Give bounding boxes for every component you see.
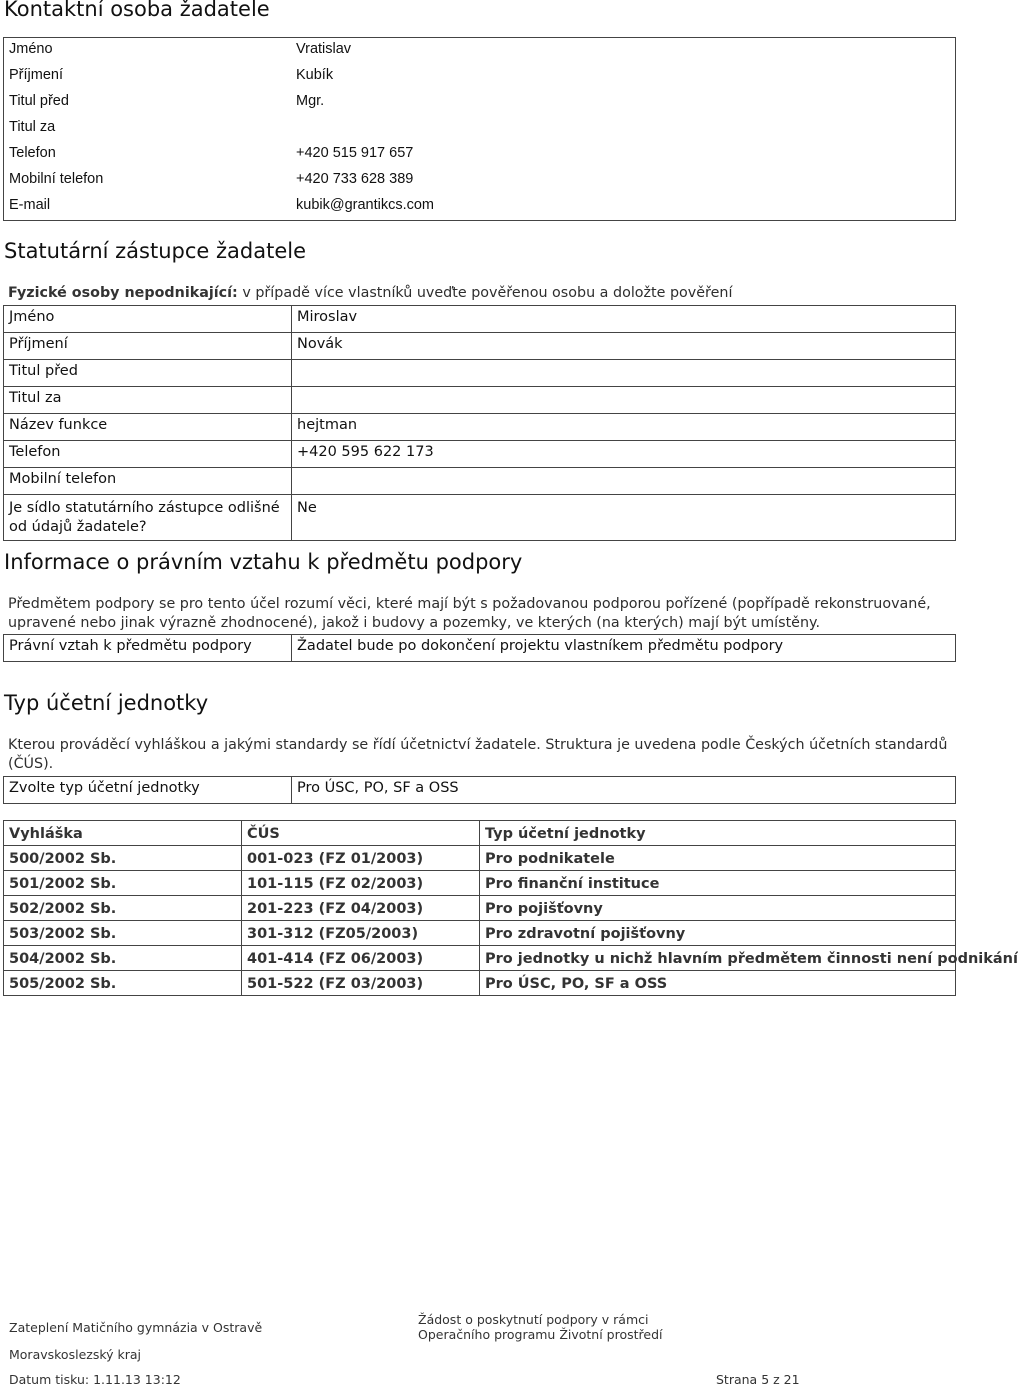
value-unit-type: Pro ÚSC, PO, SF a OSS xyxy=(292,777,956,804)
value-title-before xyxy=(292,360,956,387)
table-row xyxy=(4,168,956,194)
cell-standard: 001-023 (FZ 01/2003) xyxy=(242,846,480,871)
label-title-before: Titul před xyxy=(9,93,69,109)
value-mobile xyxy=(292,468,956,495)
section-title-unit: Typ účetní jednotky xyxy=(4,691,209,715)
table-row xyxy=(4,495,956,541)
footer-request-line1: Žádost o poskytnutí podpory v rámci xyxy=(418,1312,649,1327)
table-row xyxy=(4,468,956,495)
value-seat-differs: Ne xyxy=(292,495,956,541)
footer-page-number: Strana 5 z 21 xyxy=(716,1372,800,1387)
cell-decree: 500/2002 Sb. xyxy=(4,846,242,871)
label-surname: Příjmení xyxy=(9,67,63,83)
table-row xyxy=(4,387,956,414)
cell-standard: 501-522 (FZ 03/2003) xyxy=(242,971,480,996)
table-row xyxy=(4,946,956,971)
cell-decree: 504/2002 Sb. xyxy=(4,946,242,971)
label-unit-type: Zvolte typ účetní jednotky xyxy=(4,777,292,804)
cell-unit-type: Pro zdravotní pojišťovny xyxy=(480,921,956,946)
statutory-table xyxy=(3,305,956,541)
table-row xyxy=(4,90,956,116)
label-email: E-mail xyxy=(9,197,51,213)
accounting-standards-table xyxy=(3,820,1018,996)
label-title-before: Titul před xyxy=(4,360,292,387)
footer-print-date: Datum tisku: 1.11.13 13:12 xyxy=(9,1372,181,1387)
header-decree: Vyhláška xyxy=(4,821,242,846)
table-header-row xyxy=(4,821,956,846)
label-mobile: Mobilní telefon xyxy=(4,468,292,495)
label-mobile: Mobilní telefon xyxy=(9,171,104,187)
cell-standard: 301-312 (FZ05/2003) xyxy=(242,921,480,946)
cell-standard: 401-414 (FZ 06/2003) xyxy=(242,946,480,971)
table-row xyxy=(4,921,956,946)
unit-intro: Kterou prováděcí vyhláškou a jakými standardy se řídí účetnictví žadatele. Struktura je uvedena podle Českých účetních standardů (ČÚS). xyxy=(8,737,948,772)
legal-intro: Předmětem podpory se pro tento účel rozumí věci, které mají být s požadovanou podporou pořízené (popřípadě rekonstruované, upravené nebo jinak výrazně zhodnocené), jakož i budovy a pozemky, ve kterých (na kterých) mají být umístěny. xyxy=(8,596,931,631)
statutory-intro xyxy=(8,284,953,303)
table-row xyxy=(4,846,956,871)
value-function-name: hejtman xyxy=(292,414,956,441)
value-surname: Novák xyxy=(292,333,956,360)
value-phone: +420 595 622 173 xyxy=(292,441,956,468)
statutory-intro-text: v případě více vlastníků uveďte pověřenou osobu a doložte pověření xyxy=(237,285,733,301)
label-surname: Příjmení xyxy=(4,333,292,360)
table-row xyxy=(4,194,956,221)
footer-request-line2: Operačního programu Životní prostředí xyxy=(418,1327,663,1342)
section-title-statutory: Statutární zástupce žadatele xyxy=(4,239,307,263)
label-title-after: Titul za xyxy=(9,119,56,135)
value-surname: Kubík xyxy=(296,67,334,83)
value-first-name: Miroslav xyxy=(292,306,956,333)
table-row xyxy=(4,896,956,921)
footer-project: Zateplení Matičního gymnázia v Ostravě xyxy=(9,1320,263,1335)
table-row xyxy=(4,64,956,90)
value-legal-relation: Žadatel bude po dokončení projektu vlastníkem předmětu podpory xyxy=(292,635,956,662)
cell-decree: 505/2002 Sb. xyxy=(4,971,242,996)
contact-table xyxy=(3,37,956,221)
label-title-after: Titul za xyxy=(4,387,292,414)
table-row xyxy=(4,116,956,142)
header-unit-type: Typ účetní jednotky xyxy=(480,821,956,846)
value-title-before: Mgr. xyxy=(296,93,325,109)
label-first-name: Jméno xyxy=(9,41,53,57)
label-function-name: Název funkce xyxy=(4,414,292,441)
section-title-contact: Kontaktní osoba žadatele xyxy=(4,0,270,21)
table-row xyxy=(4,360,956,387)
cell-unit-type: Pro jednotky u nichž hlavním předmětem činnosti není podnikání xyxy=(480,946,956,971)
value-title-after xyxy=(292,387,956,414)
cell-decree: 503/2002 Sb. xyxy=(4,921,242,946)
label-first-name: Jméno xyxy=(4,306,292,333)
header-standard: ČÚS xyxy=(242,821,480,846)
table-row xyxy=(4,38,956,65)
cell-standard: 201-223 (FZ 04/2003) xyxy=(242,896,480,921)
label-phone: Telefon xyxy=(9,145,56,161)
cell-unit-type: Pro pojišťovny xyxy=(480,896,956,921)
value-phone: +420 515 917 657 xyxy=(296,145,414,161)
cell-decree: 501/2002 Sb. xyxy=(4,871,242,896)
section-title-legal: Informace o právním vztahu k předmětu podpory xyxy=(4,550,523,574)
table-row xyxy=(4,142,956,168)
cell-unit-type: Pro podnikatele xyxy=(480,846,956,871)
table-row xyxy=(4,333,956,360)
table-row xyxy=(4,777,956,804)
legal-table xyxy=(3,634,956,662)
statutory-intro-bold: Fyzické osoby nepodnikající: xyxy=(8,285,238,301)
table-row xyxy=(4,871,956,896)
table-row xyxy=(4,441,956,468)
table-row xyxy=(4,306,956,333)
value-first-name: Vratislav xyxy=(296,41,352,57)
label-seat-differs: Je sídlo statutárního zástupce odlišné od údajů žadatele? xyxy=(4,495,292,541)
value-email: kubik@grantikcs.com xyxy=(296,197,435,213)
cell-unit-type: Pro ÚSC, PO, SF a OSS xyxy=(480,971,956,996)
table-row xyxy=(4,971,956,996)
table-row xyxy=(4,635,956,662)
cell-unit-type: Pro finanční instituce xyxy=(480,871,956,896)
label-legal-relation: Právní vztah k předmětu podpory xyxy=(4,635,292,662)
unit-table xyxy=(3,776,956,804)
label-phone: Telefon xyxy=(4,441,292,468)
cell-standard: 101-115 (FZ 02/2003) xyxy=(242,871,480,896)
table-row xyxy=(4,414,956,441)
value-mobile: +420 733 628 389 xyxy=(296,171,414,187)
footer-region: Moravskoslezský kraj xyxy=(9,1347,142,1362)
value-title-after xyxy=(291,116,956,142)
cell-decree: 502/2002 Sb. xyxy=(4,896,242,921)
